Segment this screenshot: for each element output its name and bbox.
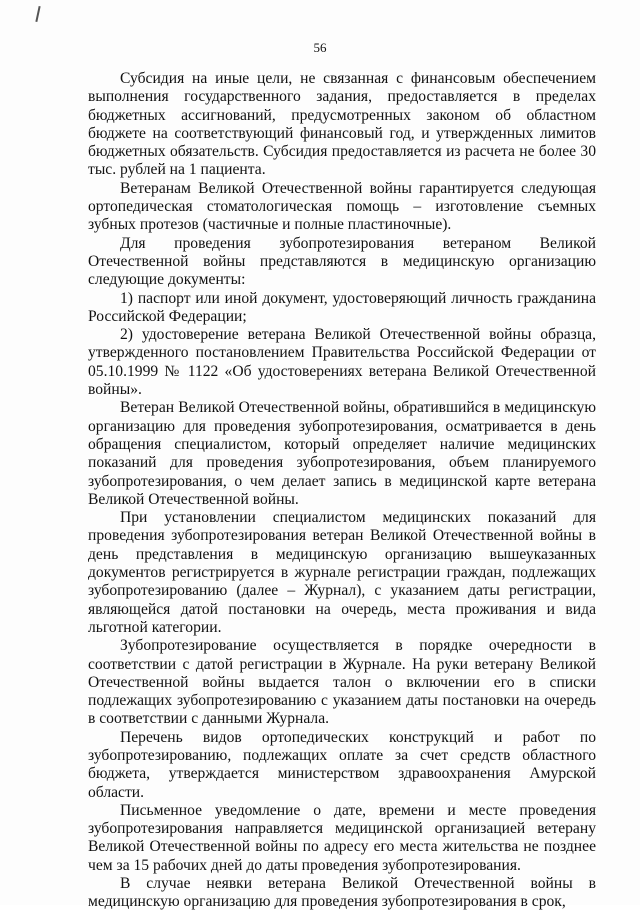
- paragraph-guaranteed-care: Ветеранам Великой Отечественной войны гарантируется следующая ортопедическая стоматологическая помощь – изготовление съемных зубных протезов (частичные и полные пластиночные).: [88, 179, 596, 234]
- paragraph-subsidy-limits: Субсидия на иные цели, не связанная с финансовым обеспечением выполнения государственного задания, предоставляется в пределах бюджетных ассигнований, предусмотренных законом об областном бюджете на соответствующий финансовый год, и утвержденных лимитов бюджетных обязательств. Субсидия предоставляется из расчета не более 30 тыс. рублей на 1 пациента.: [88, 70, 596, 179]
- paragraph-required-documents: Для проведения зубопротезирования ветераном Великой Отечественной войны представляются в медицинскую организацию следующие документы:: [88, 234, 596, 289]
- paragraph-document-passport: 1) паспорт или иной документ, удостоверяющий личность гражданина Российской Федерации;: [88, 289, 596, 325]
- paragraph-no-show: В случае неявки ветерана Великой Отечественной войны в медицинскую организацию для проведения зубопротезирования в срок,: [88, 875, 596, 911]
- paragraph-registration: При установлении специалистом медицинских показаний для проведения зубопротезирования ветеран Великой Отечественной войны в день представления в медицинскую организацию вышеуказанных документов регистрируется в журнале регистрации граждан, подлежащих зубопротезированию (далее – Журнал), с указанием даты регистрации, являющейся датой постановки на очередь, места проживания и вида льготной категории.: [88, 509, 596, 636]
- scan-artifact-mark: [35, 6, 40, 22]
- paragraph-examination: Ветеран Великой Отечественной войны, обратившийся в медицинскую организацию для проведения зубопротезирования, осматривается в день обращения специалистом, который определяет наличие медицинских показаний для проведения зубопротезирования, объем планируемого зубопротезирования, о чем делает запись в медицинской карте ветерана Великой Отечественной войны.: [88, 399, 596, 508]
- paragraph-written-notice: Письменное уведомление о дате, времени и месте проведения зубопротезирования направляется медицинской организацией ветерану Великой Отечественной войны по адресу его места жительства не позднее чем за 15 рабочих дней до даты проведения зубопротезирования.: [88, 801, 596, 874]
- paragraph-document-veteran-id: 2) удостоверение ветерана Великой Отечественной войны образца, утвержденного постановлением Правительства Российской Федерации от 05.10.1999 № 1122 «Об удостоверениях ветерана Великой Отечественной войны».: [88, 326, 596, 399]
- paragraph-queue-order: Зубопротезирование осуществляется в порядке очередности в соответствии с датой регистрации в Журнале. На руки ветерану Великой Отечественной войны выдается талон о включении его в списки подлежащих зубопротезированию с указанием даты постановки на очередь в соответствии с данными Журнала.: [88, 637, 596, 728]
- document-body: [88, 70, 596, 912]
- paragraph-works-list: Перечень видов ортопедических конструкций и работ по зубопротезированию, подлежащих оплате за счет средств областного бюджета, утверждается министерством здравоохранения Амурской области.: [88, 728, 596, 801]
- page-number: 56: [313, 40, 327, 55]
